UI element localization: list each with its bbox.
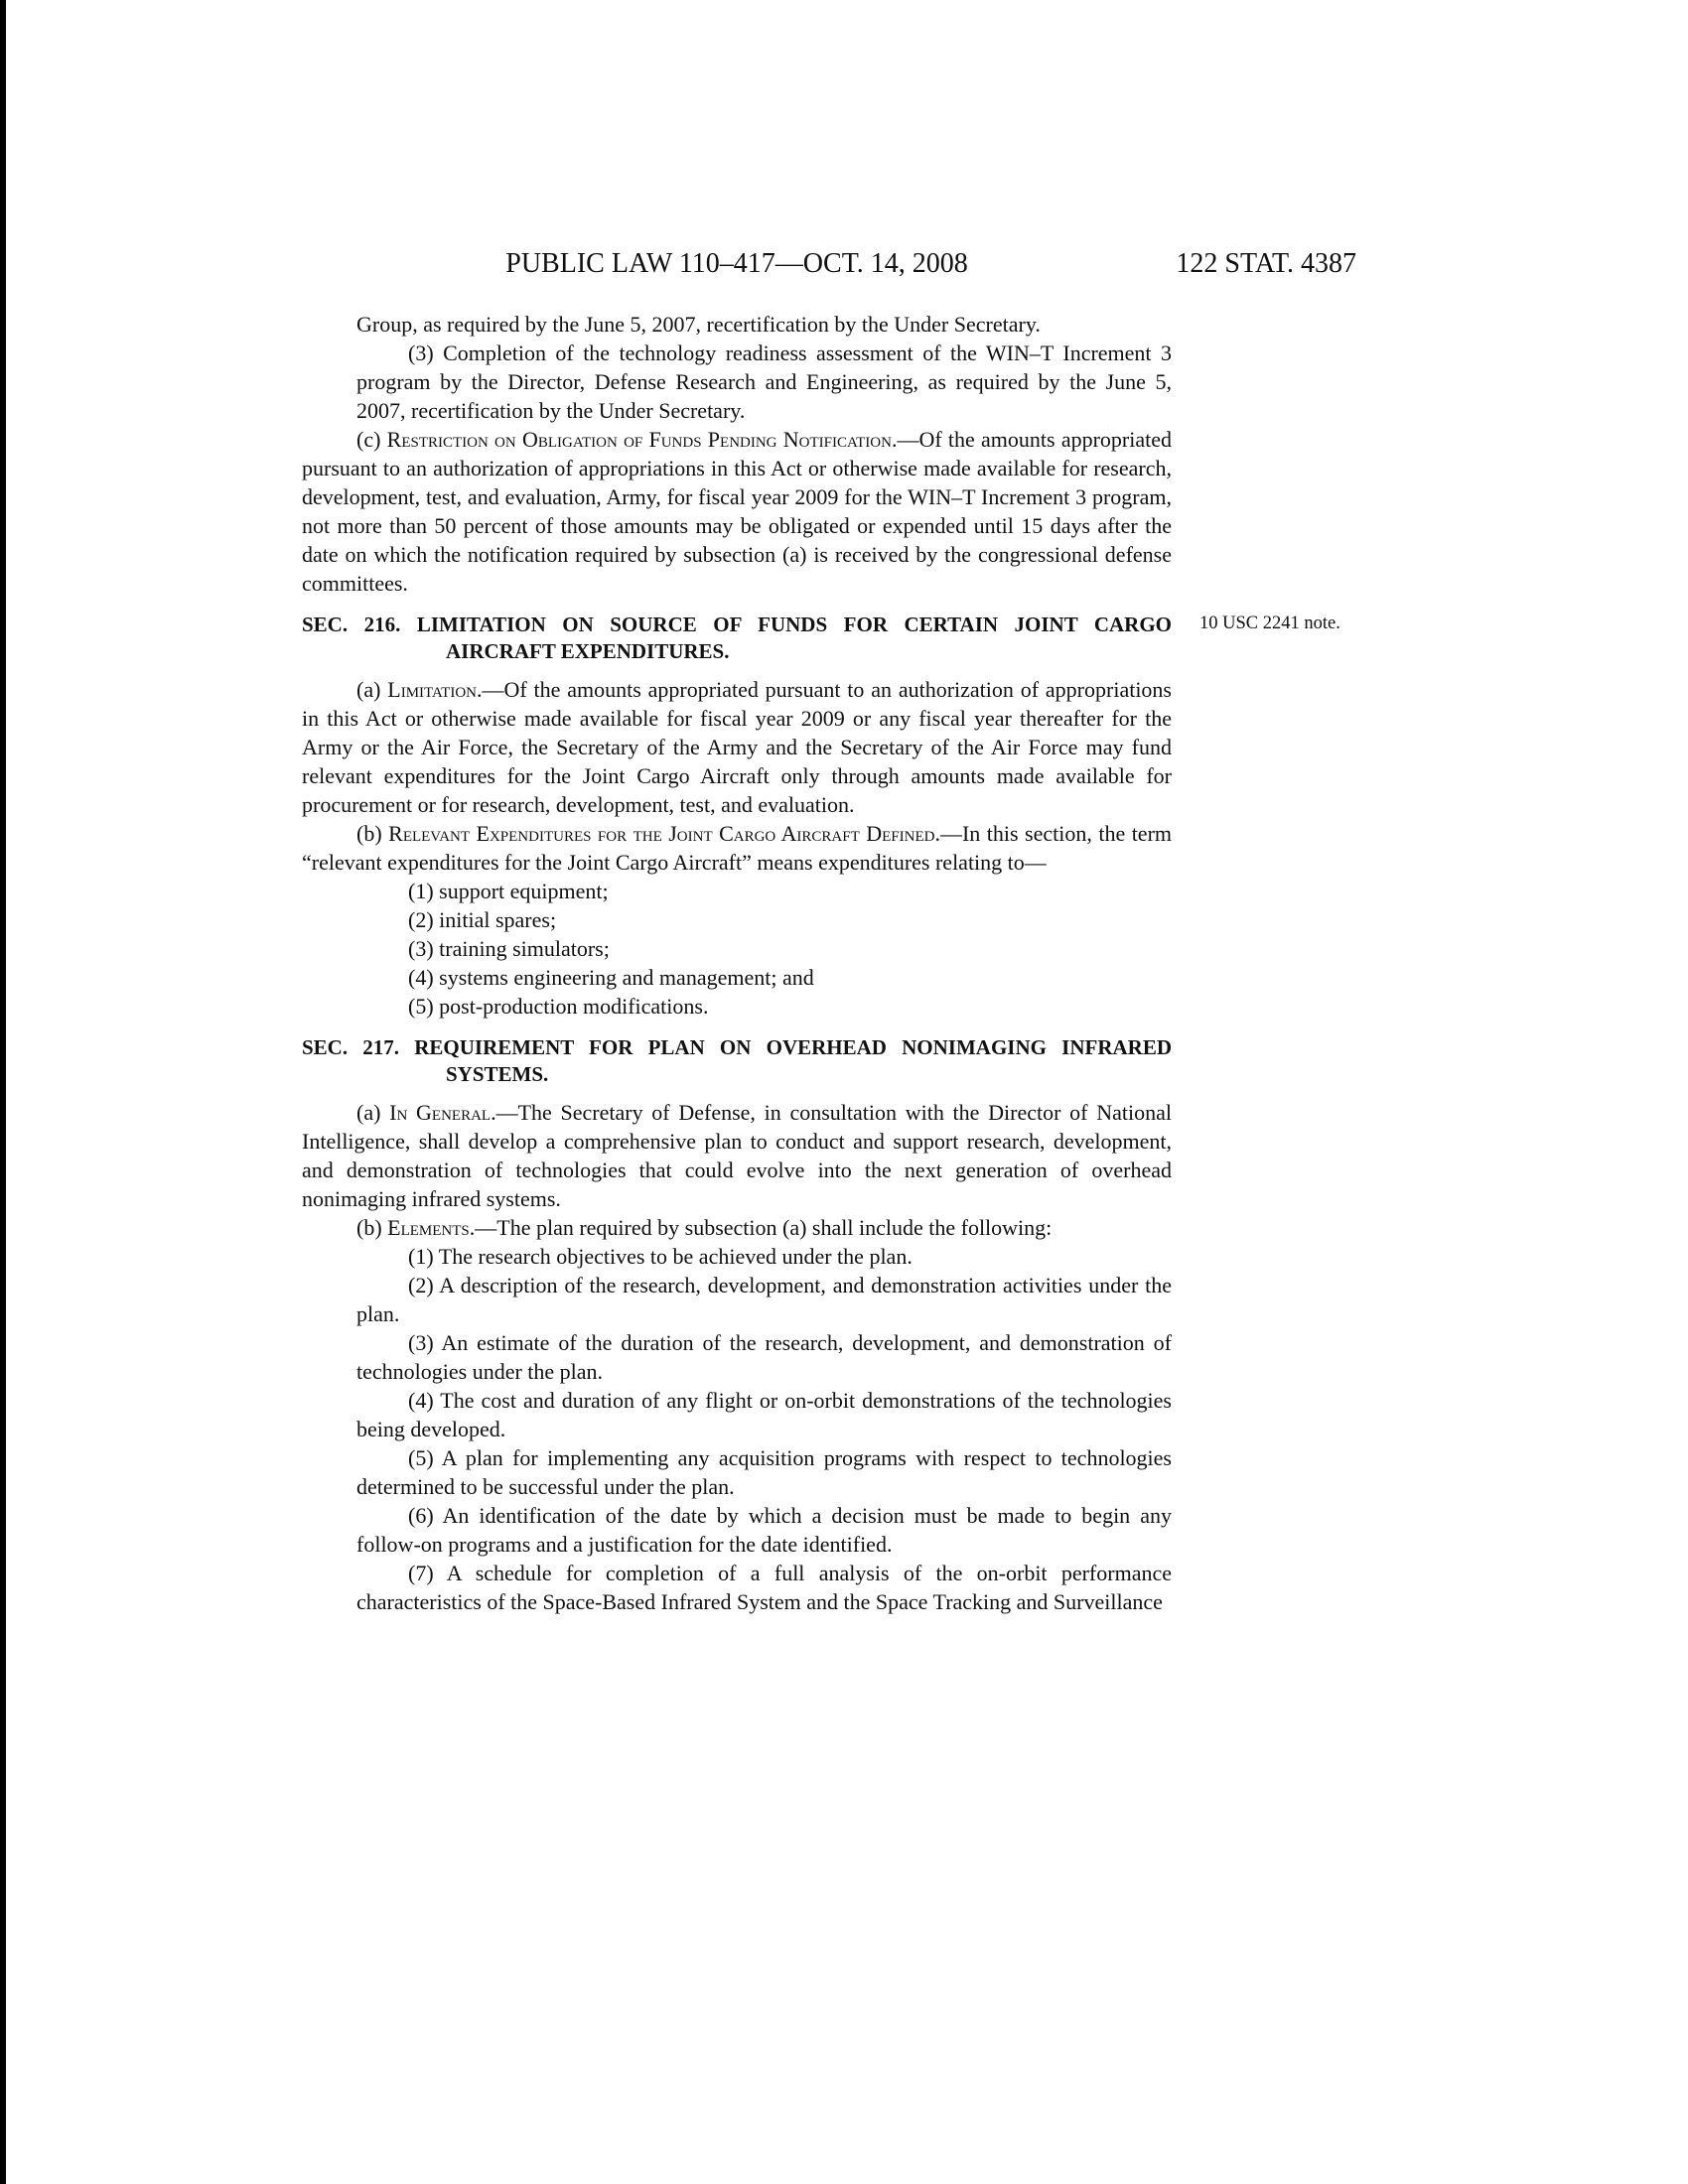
list-item [356, 1386, 1172, 1443]
paragraph [302, 1213, 1172, 1242]
text-run: SEC. 216. LIMITATION ON SOURCE OF FUNDS FOR CERTAIN JOINT CARGO AIRCRAFT EXPENDITURES. [302, 613, 1172, 663]
text-run: (a) [356, 1100, 390, 1125]
text-run: (1) The research objectives to be achieved under the plan. [408, 1244, 913, 1269]
text-run: (a) [356, 677, 388, 702]
list-item [356, 1559, 1172, 1616]
list-item [356, 1501, 1172, 1559]
text-run: .—In this section, the term “relevant expenditures for the Joint Cargo Aircraft” means expenditures relating to— [302, 821, 1173, 875]
margin-note: 10 USC 2241 note. [1199, 614, 1340, 633]
body-column [302, 310, 1172, 1616]
text-run: (7) A schedule for completion of a full analysis of the on-orbit performance characteristics of the Space-Based Infrared System and the Space Tracking and Surveillance [356, 1561, 1172, 1614]
small-caps-run: Elements [387, 1215, 470, 1240]
text-run: (2) A description of the research, development, and demonstration activities under the plan. [356, 1273, 1172, 1326]
text-run: (4) systems engineering and management; and [408, 965, 814, 990]
text-run: .—The Secretary of Defense, in consultation with the Director of National Intelligence, shall develop a comprehensive plan to conduct and support research, development, and demonstration of technologies that could evolve into the next generation of overhead nonimaging infrared systems. [302, 1100, 1172, 1211]
paragraph [302, 425, 1172, 598]
text-run: .—The plan required by subsection (a) shall include the following: [469, 1215, 1053, 1240]
text-run: Group, as required by the June 5, 2007, recertification by the Under Secretary. [356, 312, 1041, 337]
paragraph [302, 675, 1172, 819]
list-item [356, 1443, 1172, 1501]
text-run: (6) An identification of the date by which a decision must be made to begin any follow-on programs and a justification for the date identified. [356, 1503, 1172, 1557]
text-run: (3) Completion of the technology readiness assessment of the WIN–T Increment 3 program by the Director, Defense Research and Engineering, as required by the June 5, 2007, recertification by the Under Secretary. [356, 341, 1172, 423]
section-heading [302, 612, 1172, 665]
scan-edge-artifact [0, 0, 6, 2184]
list-item [356, 934, 1172, 963]
small-caps-run: Limitation [387, 677, 477, 702]
text-run: (2) initial spares; [408, 907, 557, 932]
text-run: (5) A plan for implementing any acquisition programs with respect to technologies determined to be successful under the plan. [356, 1445, 1172, 1499]
paragraph-continuation [356, 310, 1172, 339]
law-title: PUBLIC LAW 110–417—OCT. 14, 2008 [505, 248, 968, 279]
list-item [356, 1242, 1172, 1271]
list-item [356, 905, 1172, 934]
text-run: (1) support equipment; [408, 879, 609, 903]
text-run: (5) post-production modifications. [408, 994, 709, 1019]
list-item [356, 1271, 1172, 1328]
small-caps-run: Relevant Expenditures for the Joint Cargo Aircraft Defined [388, 821, 935, 846]
text-run: (b) [356, 1215, 388, 1240]
stat-number: 122 STAT. 4387 [1176, 248, 1356, 279]
list-item [356, 1328, 1172, 1386]
section-heading [302, 1034, 1172, 1088]
small-caps-run: In General [389, 1100, 492, 1125]
text-run: .—Of the amounts appropriated pursuant to an authorization of appropriations in this Act or otherwise made available for research, development, test, and evaluation, Army, for fiscal year 2009 for the WIN–T Increment 3 program, not more than 50 percent of those amounts may be obligated or expended until 15 days after the date on which the notification required by subsection (a) is received by the congressional defense committees. [302, 427, 1172, 596]
text-run: SEC. 217. REQUIREMENT FOR PLAN ON OVERHEAD NONIMAGING INFRARED SYSTEMS. [302, 1035, 1172, 1086]
text-run: (c) [356, 427, 387, 452]
small-caps-run: Restriction on Obligation of Funds Pending Notification [386, 427, 892, 452]
list-item [356, 963, 1172, 992]
text-run: (3) An estimate of the duration of the research, development, and demonstration of technologies under the plan. [356, 1330, 1172, 1384]
text-run: (3) training simulators; [408, 936, 610, 961]
paragraph [302, 1098, 1172, 1213]
list-item [356, 339, 1172, 425]
text-run: .—Of the amounts appropriated pursuant to an authorization of appropriations in this Act or otherwise made available for fiscal year 2009 or any fiscal year thereafter for the Army or the Air Force, the Secretary of the Army and the Secretary of the Air Force may fund relevant expenditures for the Joint Cargo Aircraft only through amounts made available for procurement or for research, development, test, and evaluation. [302, 677, 1172, 817]
list-item [356, 877, 1172, 905]
paragraph [302, 819, 1172, 877]
list-item [356, 992, 1172, 1021]
text-run: (b) [356, 821, 389, 846]
text-run: (4) The cost and duration of any flight or on-orbit demonstrations of the technologies being developed. [356, 1388, 1172, 1441]
page-header [302, 248, 1356, 288]
